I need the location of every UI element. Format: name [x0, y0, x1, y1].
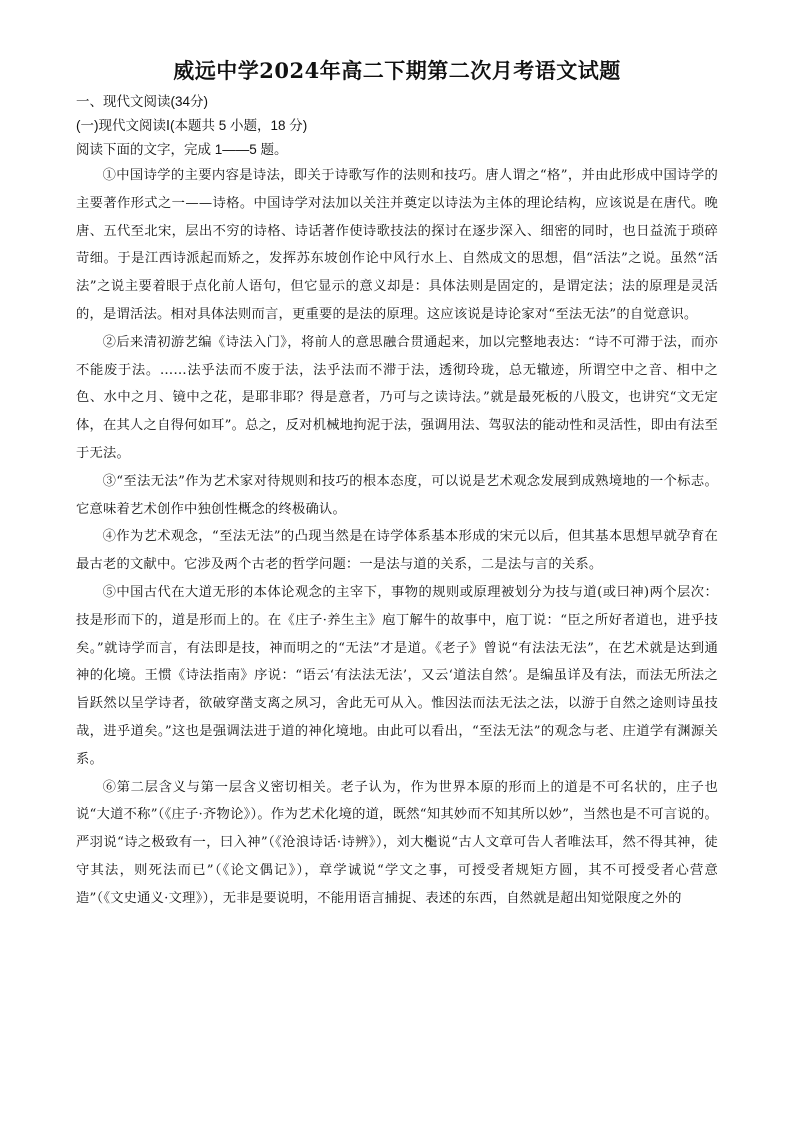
reading-instruction: 阅读下面的文字，完成 1——5 题。	[76, 142, 288, 157]
paragraph-1: ①中国诗学的主要内容是诗法，即关于诗歌写作的法则和技巧。唐人谓之“格”，并由此形成中国诗学的主要著作形式之一——诗格。中国诗学对法加以关注并奠定以诗法为主体的理论结构，应该说是在唐代。晚唐、五代至北宋，层出不穷的诗格、诗话著作使诗歌技法的探讨在逐步深入、细密的同时，也日益流于琐碎苛细。于是江西诗派起而矫之，发挥苏东坡创作论中风行水上、自然成文的思想，倡“活法”之说。虽然“活法”之说主要着眼于点化前人语句，但它显示的意义却是：具体法则是固定的，是谓定法；法的原理是灵活的，是谓活法。相对具体法则而言，更重要的是法的原理。这应该说是诗论家对“至法无法”的自觉意识。	[76, 168, 718, 322]
paragraph-5: ⑤中国古代在大道无形的本体论观念的主宰下，事物的规则或原理被划分为技与道(或曰神)两个层次：技是形而下的，道是形而上的。在《庄子·养生主》庖丁解牛的故事中，庖丁说：“臣之所好者道也，进乎技矣。”就诗学而言，有法即是技，神而明之的“无法”才是道。《老子》曾说“有法法无法”，在艺术就是达到通神的化境。王惯《诗法指南》序说：“语云‘有法法无法’，又云‘道法自然’。是编虽详及有法，而法无所法之旨跃然以呈学诗者，欲破穿凿支离之夙习，舍此无可从入。惟因法而法无法之法，以游于自然之途则诗虽技哉，进乎道矣。”这也是强调法进于道的神化境地。由此可以看出，“至法无法”的观念与老、庄道学有渊源关系。	[76, 584, 718, 767]
paragraph-3: ③“至法无法”作为艺术家对待规则和技巧的根本态度，可以说是艺术观念发展到成熟境地的一个标志。它意味着艺术创作中独创性概念的终极确认。	[76, 473, 718, 517]
exam-title: 威远中学2024年高二下期第二次月考语文试题	[173, 58, 621, 83]
paragraph-4: ④作为艺术观念，“至法无法”的凸现当然是在诗学体系基本形成的宋元以后，但其基本思想早就孕育在最古老的文献中。它涉及两个古老的哲学问题：一是法与道的关系，二是法与言的关系。	[76, 529, 718, 573]
paragraph-6: ⑥第二层含义与第一层含义密切相关。老子认为，作为世界本原的形而上的道是不可名状的，庄子也说“大道不称”（《庄子·齐物论》）。作为艺术化境的道，既然“知其妙而不知其所以妙”，当然也是不可言说的。严羽说“诗之极致有一，曰入神”（《沧浪诗话·诗辨》），刘大櫆说“古人文章可告人者唯法耳，然不得其神，徒守其法，则死法而已”（《论文偶记》），章学诚说“学文之事，可授受者规矩方圆，其不可授受者心营意造”（《文史通义·文理》），无非是要说明，不能用语言捕捉、表述的东西，自然就是超出知觉限度之外的	[76, 779, 718, 906]
subsection-heading: (一)现代文阅读Ⅰ(本题共 5 小题，18 分)	[76, 118, 308, 133]
section-heading: 一、现代文阅读(34分)	[76, 94, 209, 109]
paragraph-2: ②后来清初游艺编《诗法入门》，将前人的意思融合贯通起来，加以完整地表达：“诗不可滞于法，而亦不能废于法。……法乎法而不废于法，法乎法而不滞于法，透彻玲珑，总无辙迹，所谓空中之音、相中之色、水中之月、镜中之花，是耶非耶？得是意者，乃可与之读诗法。”就是最死板的八股文，也讲究“文无定体，在其人之自得何如耳”。总之，反对机械地拘泥于法，强调用法、驾驭法的能动性和灵活性，即由有法至于无法。	[76, 334, 718, 461]
exam-page	[76, 56, 718, 913]
